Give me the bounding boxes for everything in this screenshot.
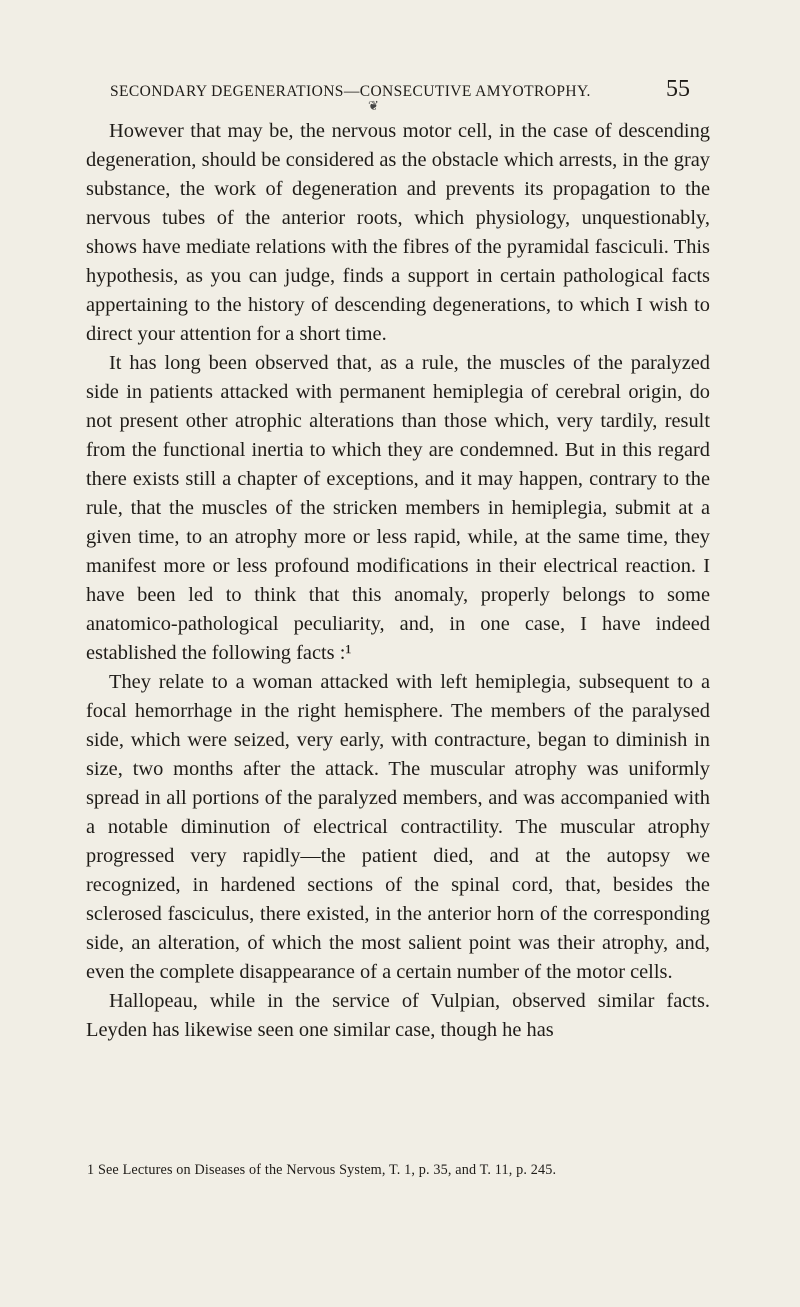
page-number: 55	[666, 76, 690, 102]
paragraph: It has long been observed that, as a rule, the muscles of the paralyzed side in patients attacked with permanent hemiplegia of cerebral origin, do not present other atrophic alterations than those which, very tardily, result from the functional inertia to which they are condemned. But in this regard there exists still a chapter of exceptions, and it may happen, contrary to the rule, that the muscles of the stricken members in hemiplegia, submit at a given time, to an atrophy more or less rapid, while, at the same time, they manifest more or less profound modifications in their electrical reaction. I have been led to think that this anomaly, properly belongs to some anatomico-pathological peculiarity, and, in one case, I have indeed established the following facts :¹	[86, 352, 710, 664]
paragraph: Hallopeau, while in the service of Vulpian, observed similar facts. Leyden has likewise seen one similar case, though he has	[86, 990, 710, 1041]
running-head	[110, 76, 690, 103]
paragraph: They relate to a woman attacked with left hemiplegia, subsequent to a focal hemorrhage in the right hemisphere. The members of the paralysed side, which were seized, very early, with contracture, began to diminish in size, two months after the attack. The muscular atrophy was uniformly spread in all portions of the paralyzed members, and was accompanied with a notable diminution of electrical contractility. The muscular atrophy progressed very rapidly—the patient died, and at the autopsy we recognized, in hardened sections of the spinal cord, that, besides the sclerosed fasciculus, there existed, in the anterior horn of the corresponding side, an alteration, of which the most salient point was their atrophy, and, even the complete disappearance of a certain number of the motor cells.	[86, 671, 710, 983]
running-title: SECONDARY DEGENERATIONS—CONSECUTIVE AMYOTROPHY.	[110, 83, 591, 100]
body-text	[86, 117, 710, 1045]
ornament-mark: ❦	[368, 98, 379, 113]
paragraph: However that may be, the nervous motor cell, in the case of descending degeneration, should be considered as the obstacle which arrests, in the gray substance, the work of degeneration and prevents its propagation to the nervous tubes of the anterior roots, which physiology, unquestionably, shows have mediate relations with the fibres of the pyramidal fasciculi. This hypothesis, as you can judge, finds a support in certain pathological facts appertaining to the history of descending degenerations, to which I wish to direct your attention for a short time.	[86, 120, 710, 345]
footnote: 1 See Lectures on Diseases of the Nervous System, T. 1, p. 35, and T. 11, p. 245.	[87, 1162, 557, 1178]
